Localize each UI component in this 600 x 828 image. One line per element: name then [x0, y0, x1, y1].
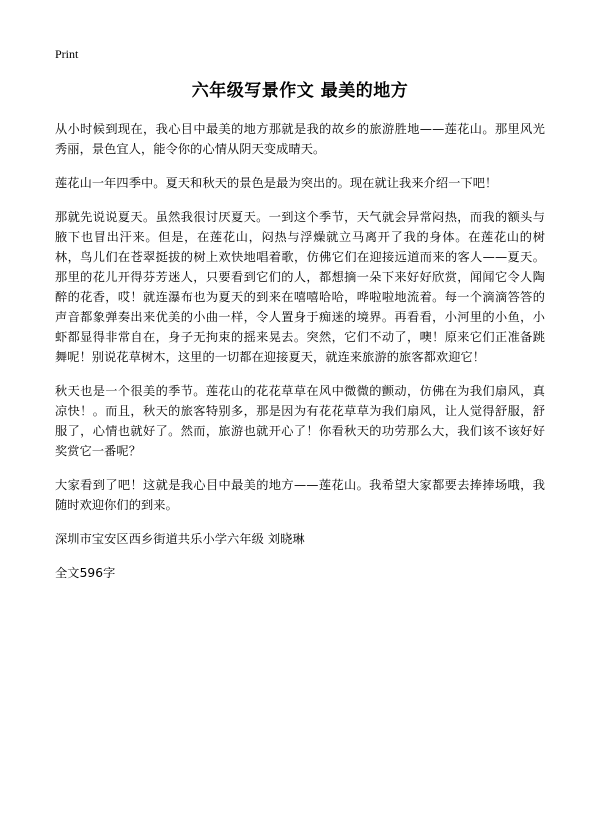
word-count: 全文596字: [55, 566, 116, 580]
paragraph-conclusion: 大家看到了吧！这就是我心目中最美的地方——莲花山。我希望大家都要去捧捧场哦，我随时欢迎你们的到来。: [55, 478, 545, 512]
paragraph-autumn: 秋天也是一个很美的季节。莲花山的花花草草在风中微微的颤动，仿佛在为我们扇风，真凉快！。而且，秋天的旅客特别多，那是因为有花花草草为我们扇风，让人觉得舒服，舒服了，心情也就好了。然而，旅游也就开心了！你看秋天的功劳那么大，我们该不该好好奖赏它一番呢？: [55, 384, 545, 458]
print-link[interactable]: Print: [55, 47, 79, 61]
paragraph-summer: 那就先说说夏天。虽然我很讨厌夏天。一到这个季节，天气就会异常闷热，而我的额头与腋下也冒出汗来。但是，在莲花山，闷热与浮燥就立马离开了我的身体。在莲花山的树林，鸟儿们在苍翠挺拔的树上欢快地唱着歌，仿佛它们在迎接远道而来的客人——夏天。那里的花儿开得芬芳迷人，只要看到它们的人，都想摘一朵下来好好欣赏，闻闻它令人陶醉的花香，哎！就连瀑布也为夏天的到来在嘻嘻哈哈，哗啦啦地流着。每一个滴滴答答的声音都象弹奏出来优美的小曲一样，令人置身于痴迷的境界。再看看，小河里的小鱼，小虾都显得非常自在，身子无拘束的摇来晃去。突然，它们不动了，噢！原来它们正准备跳舞呢！别说花草树木，这里的一切都在迎接夏天，就连来旅游的旅客都欢迎它！: [55, 210, 545, 364]
paragraph-intro: 从小时候到现在，我心目中最美的地方那就是我的故乡的旅游胜地——莲花山。那里风光秀丽，景色宜人，能令你的心情从阴天变成晴天。: [55, 122, 545, 156]
article-body: [55, 119, 545, 597]
page-title: 六年级写景作文 最美的地方: [191, 81, 409, 101]
author-line: 深圳市宝安区西乡街道共乐小学六年级 刘晓琳: [55, 532, 305, 546]
paragraph-seasons: 莲花山一年四季中。夏天和秋天的景色是最为突出的。现在就让我来介绍一下吧！: [55, 176, 498, 190]
